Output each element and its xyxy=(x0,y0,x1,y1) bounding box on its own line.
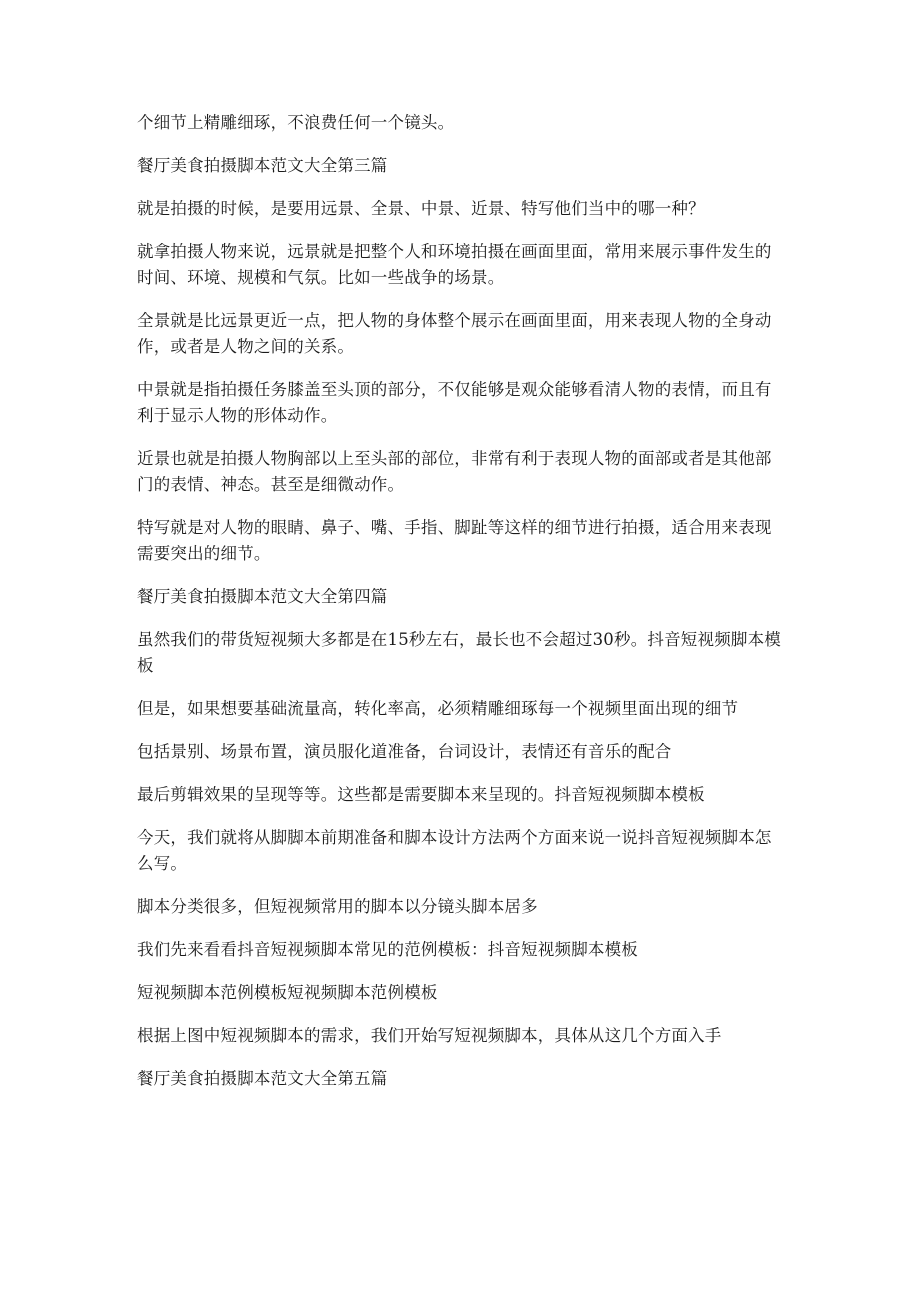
paragraph: 全景就是比远景更近一点，把人物的身体整个展示在画面里面，用来表现人物的全身动作，或者是人物之间的关系。 xyxy=(137,311,772,356)
paragraph: 就是拍摄的时候，是要用远景、全景、中景、近景、特写他们当中的哪一种？ xyxy=(137,199,705,218)
paragraph: 短视频脚本范例模板短视频脚本范例模板 xyxy=(137,983,438,1002)
paragraph: 我们先来看看抖音短视频脚本常见的范例模板：抖音短视频脚本模板 xyxy=(137,940,638,959)
paragraph: 中景就是指拍摄任务膝盖至头顶的部分，不仅能够是观众能够看清人物的表情，而且有利于显示人物的形体动作。 xyxy=(137,380,772,425)
paragraph: 个细节上精雕细琢，不浪费任何一个镜头。 xyxy=(137,113,455,132)
section-heading: 餐厅美食拍摄脚本范文大全第三篇 xyxy=(137,156,388,175)
section-heading: 餐厅美食拍摄脚本范文大全第五篇 xyxy=(137,1069,388,1088)
section-heading: 餐厅美食拍摄脚本范文大全第四篇 xyxy=(137,587,388,606)
paragraph: 虽然我们的带货短视频大多都是在15秒左右，最长也不会超过30秒。抖音短视频脚本模板 xyxy=(137,630,781,675)
paragraph: 特写就是对人物的眼睛、鼻子、嘴、手指、脚趾等这样的细节进行拍摄，适合用来表现需要突出的细节。 xyxy=(137,518,772,563)
paragraph: 脚本分类很多，但短视频常用的脚本以分镜头脚本居多 xyxy=(137,897,538,916)
paragraph: 今天，我们就将从脚脚本前期准备和脚本设计方法两个方面来说一说抖音短视频脚本怎么写。 xyxy=(137,828,772,873)
paragraph: 根据上图中短视频脚本的需求，我们开始写短视频脚本，具体从这几个方面入手 xyxy=(137,1026,722,1045)
paragraph: 包括景别、场景布置，演员服化道准备，台词设计，表情还有音乐的配合 xyxy=(137,742,672,761)
document-body xyxy=(137,110,787,1109)
paragraph: 但是，如果想要基础流量高，转化率高，必须精雕细琢每一个视频里面出现的细节 xyxy=(137,699,739,718)
paragraph: 就拿拍摄人物来说，远景就是把整个人和环境拍摄在画面里面，常用来展示事件发生的时间、环境、规模和气氛。比如一些战争的场景。 xyxy=(137,242,772,287)
paragraph: 近景也就是拍摄人物胸部以上至头部的部位，非常有利于表现人物的面部或者是其他部门的表情、神态。甚至是细微动作。 xyxy=(137,449,772,494)
paragraph: 最后剪辑效果的呈现等等。这些都是需要脚本来呈现的。抖音短视频脚本模板 xyxy=(137,785,705,804)
